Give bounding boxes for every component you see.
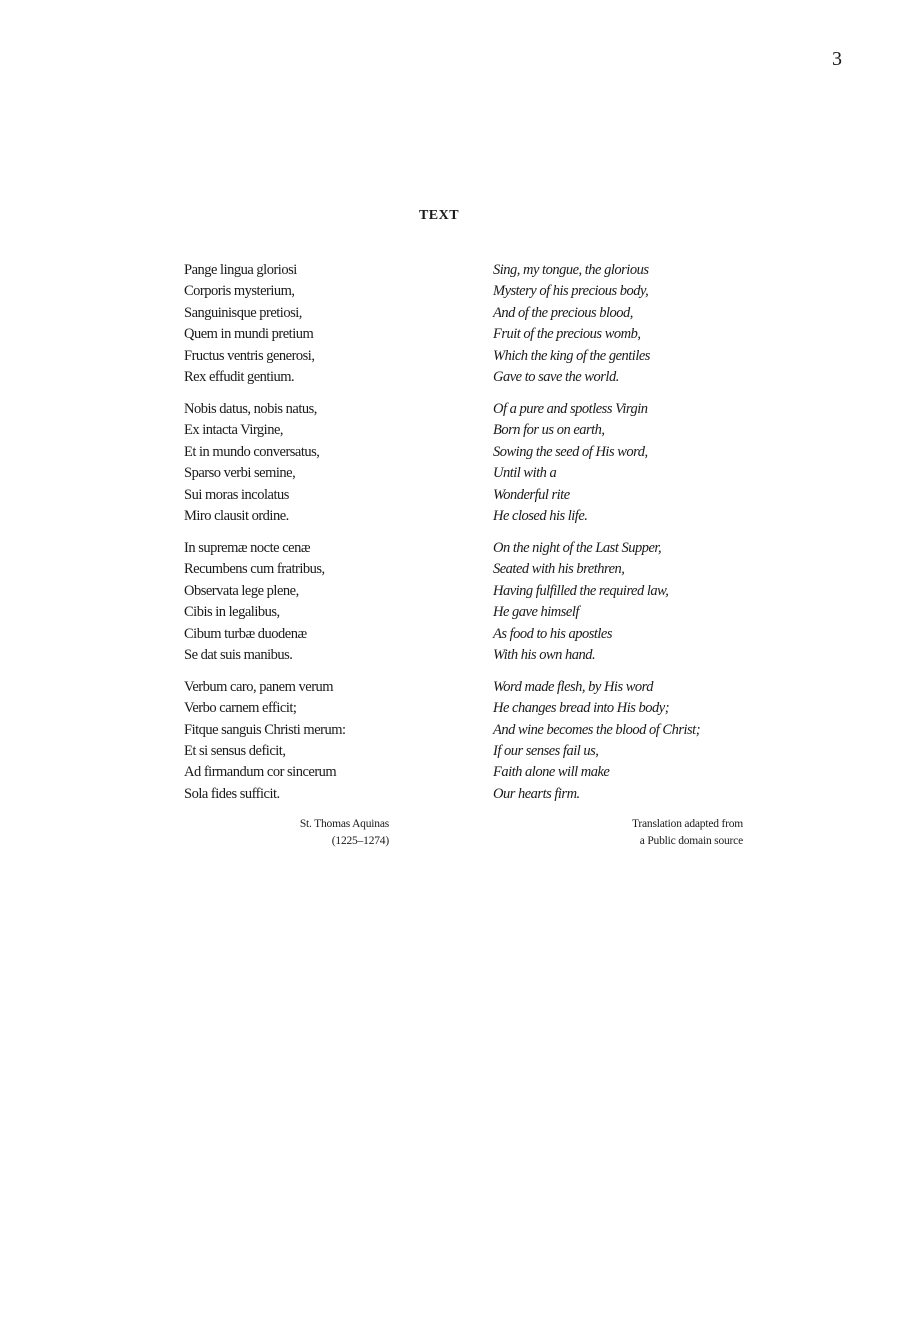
latin-line: Pange lingua gloriosi [184, 262, 297, 278]
english-line: Fruit of the precious womb, [493, 326, 641, 343]
english-line: Word made flesh, by His word [493, 678, 653, 695]
latin-line: In supremæ nocte cenæ [184, 539, 311, 556]
english-column [493, 260, 743, 850]
english-line: Mystery of his precious body, [493, 283, 649, 300]
latin-line: Verbum caro, panem verum [184, 678, 334, 695]
latin-line: Cibum turbæ duodenæ [184, 625, 307, 642]
english-line: Gave to save the world. [493, 369, 619, 386]
latin-line: Recumbens cum fratribus, [184, 561, 325, 578]
english-stanza-4 [493, 677, 743, 805]
latin-line: Sanguinisque pretiosi, [184, 304, 302, 321]
latin-stanza-2 [184, 399, 389, 527]
english-line: He changes bread into His body; [493, 700, 670, 717]
latin-line: Se dat suis manibus. [184, 646, 293, 663]
latin-line: Quem in mundi pretium [184, 326, 314, 343]
english-line: Our hearts firm. [493, 785, 580, 802]
latin-line: Fructus ventris generosi, [184, 347, 315, 364]
author-name: St. Thomas Aquinas [299, 817, 389, 830]
latin-line: Fitque sanguis Christi merum: [184, 721, 346, 738]
section-heading: TEXT [418, 208, 460, 223]
latin-author-credit [184, 816, 389, 850]
latin-line: Sparso verbi semine, [184, 465, 296, 482]
translation-credit-line: Translation adapted from [631, 817, 743, 830]
english-line: He gave himself [493, 604, 579, 621]
author-dates: (1225–1274) [331, 834, 389, 847]
english-line: On the night of the Last Supper, [493, 539, 662, 556]
english-line: And of the precious blood, [493, 304, 633, 321]
english-line: Sowing the seed of His word, [493, 443, 648, 460]
latin-stanza-3 [184, 538, 389, 666]
latin-line: Et si sensus deficit, [184, 743, 286, 760]
latin-line: Miro clausit ordine. [184, 507, 289, 524]
english-line: Born for us on earth, [493, 422, 605, 439]
english-line: Faith alone will make [493, 764, 610, 781]
latin-line: Verbo carnem efficit; [184, 700, 297, 717]
english-line: Until with a [493, 465, 557, 482]
english-line: He closed his life. [493, 507, 588, 524]
english-line: Having fulfilled the required law, [493, 582, 669, 599]
latin-line: Cibis in legalibus, [184, 604, 280, 621]
english-line: Which the king of the gentiles [493, 347, 650, 364]
translation-credit [493, 816, 743, 850]
translation-credit-line: a Public domain source [639, 834, 743, 847]
latin-line: Rex effudit gentium. [184, 369, 295, 386]
english-line: And wine becomes the blood of Christ; [493, 721, 701, 738]
english-line: Seated with his brethren, [493, 561, 625, 578]
latin-line: Corporis mysterium, [184, 283, 295, 300]
latin-line: Ex intacta Virgine, [184, 422, 284, 439]
english-stanza-1 [493, 260, 743, 388]
latin-line: Sola fides sufficit. [184, 785, 280, 802]
latin-line: Et in mundo conversatus, [184, 443, 320, 460]
latin-stanza-4 [184, 677, 389, 805]
english-line: Wonderful rite [493, 486, 570, 503]
latin-stanza-1 [184, 260, 389, 388]
latin-line: Nobis datus, nobis natus, [184, 400, 317, 417]
english-stanza-2 [493, 399, 743, 527]
english-line: As food to his apostles [493, 625, 613, 642]
latin-line: Ad firmandum cor sincerum [184, 764, 337, 781]
latin-line: Observata lege plene, [184, 582, 299, 599]
english-stanza-3 [493, 538, 743, 666]
latin-column [184, 260, 389, 850]
page-number: 3 [832, 48, 842, 70]
english-line: Of a pure and spotless Virgin [493, 400, 648, 417]
english-line: If our senses fail us, [493, 743, 599, 760]
english-line: Sing, my tongue, the glorious [493, 262, 649, 278]
latin-line: Sui moras incolatus [184, 486, 289, 503]
english-line: With his own hand. [493, 646, 596, 663]
